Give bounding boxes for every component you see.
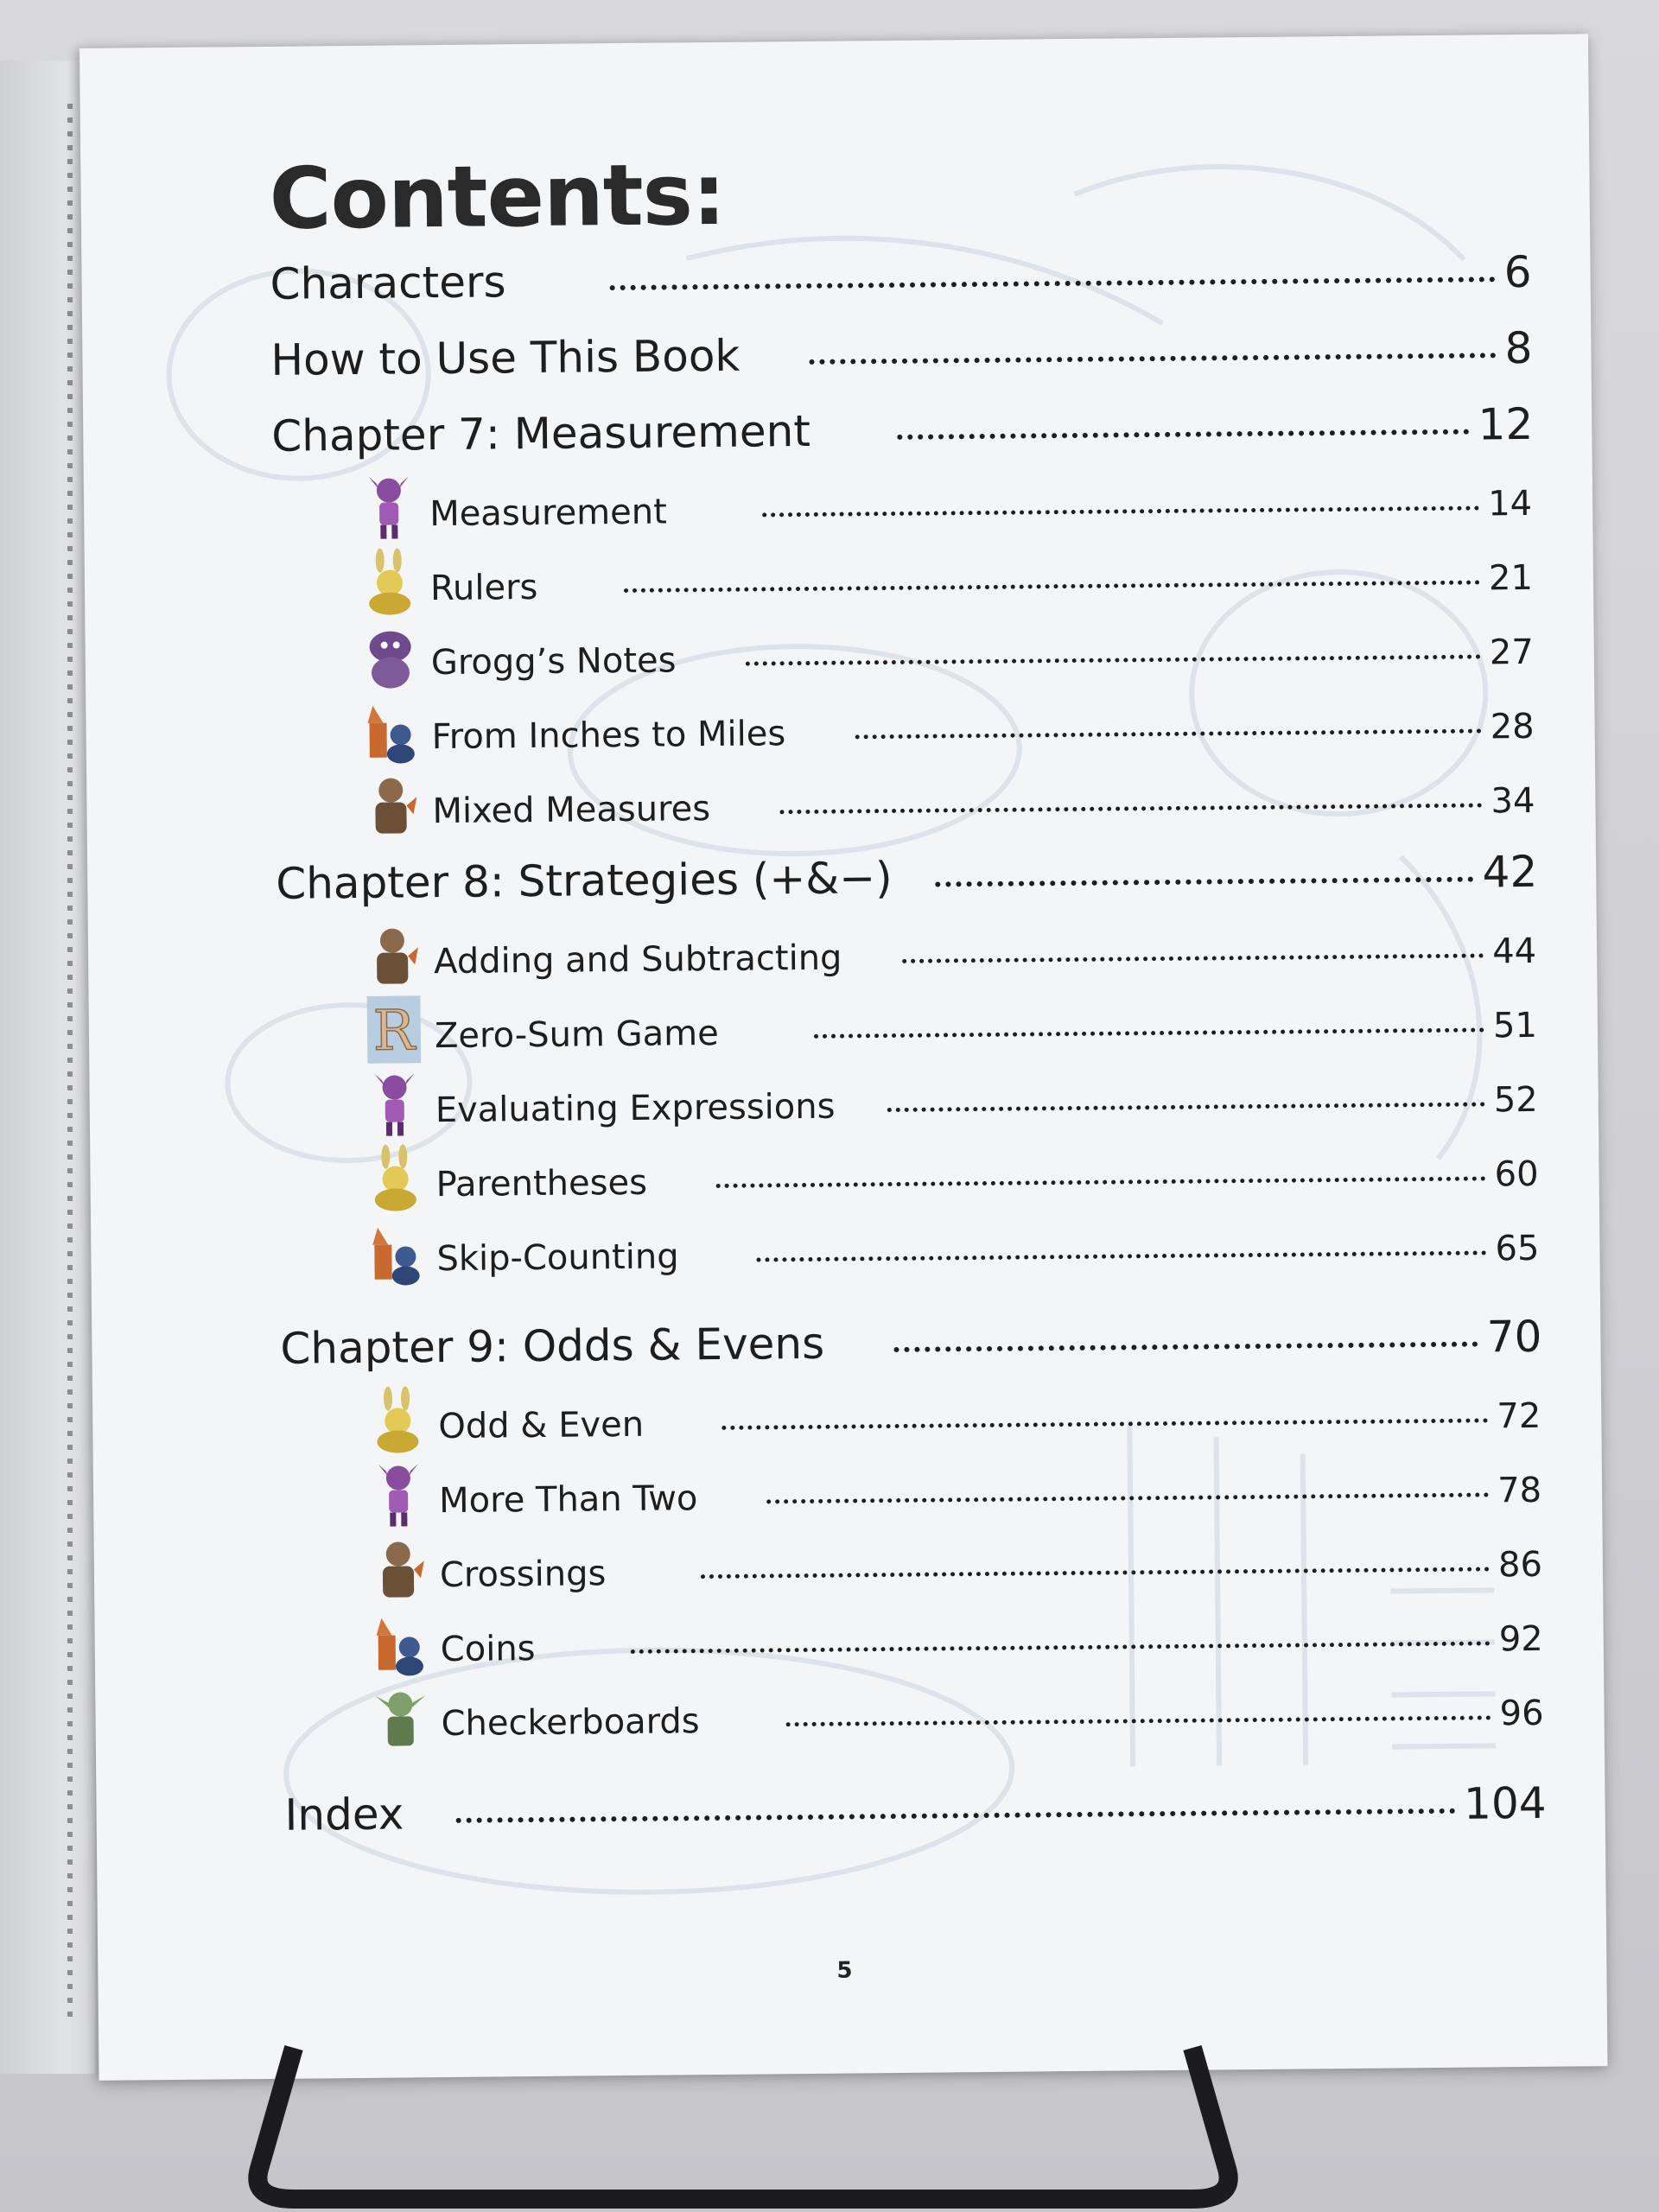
- toc-section-coins: [441, 1619, 1543, 1669]
- toc-section-label: Rulers: [429, 567, 538, 609]
- toc-section-label: Zero-Sum Game: [434, 1013, 719, 1057]
- toc-section-page: 78: [1497, 1470, 1542, 1511]
- purple-girl-character-icon: [372, 1460, 426, 1529]
- toc-section-mixed-measures: [432, 781, 1535, 831]
- yellow-bunny-character-icon: [363, 548, 417, 616]
- dot-leader: [624, 580, 1480, 593]
- toc-section-page: 28: [1490, 706, 1535, 747]
- dot-leader: [936, 877, 1474, 887]
- page-title: Contents:: [269, 145, 726, 249]
- toc-section-page: 44: [1491, 931, 1537, 972]
- toc-section-label: From Inches to Miles: [431, 714, 786, 758]
- binding-stitches: [67, 104, 73, 2022]
- dot-leader: [809, 353, 1496, 365]
- toc-section-page: 60: [1494, 1154, 1539, 1195]
- brown-character-icon: [365, 771, 419, 839]
- toc-entry-page: 8: [1504, 322, 1533, 374]
- toc-entry-page: 42: [1482, 846, 1538, 898]
- fox-and-blue-character-icon: [372, 1609, 427, 1677]
- toc-entry-label: Index: [284, 1789, 404, 1840]
- purple-girl-character-icon: [362, 473, 416, 541]
- brown-character-icon: [366, 921, 421, 989]
- fox-and-blue-character-icon: [369, 1218, 423, 1287]
- toc-entry-label: How to Use This Book: [270, 330, 741, 385]
- toc-section-label: Odd & Even: [438, 1404, 645, 1447]
- yellow-bunny-character-icon: [368, 1144, 423, 1212]
- toc-section-page: 65: [1495, 1228, 1540, 1269]
- toc-section-checkerboards: [441, 1694, 1543, 1744]
- toc-section-label: Grogg’s Notes: [430, 640, 677, 683]
- toc-section-label: Measurement: [429, 492, 668, 535]
- dot-leader: [902, 953, 1484, 963]
- toc-entry-label: Chapter 9: Odds & Evens: [280, 1318, 825, 1374]
- toc-section-label: Evaluating Expressions: [435, 1086, 836, 1131]
- toc-section-rulers: [430, 558, 1533, 608]
- toc-entry-chapter-8: [276, 847, 1537, 909]
- toc-section-page: 96: [1499, 1693, 1544, 1734]
- toc-entry-page: 104: [1463, 1777, 1547, 1829]
- toc-entry-label: Chapter 8: Strategies (+&−): [276, 853, 893, 909]
- dot-leader: [897, 429, 1470, 440]
- toc-section-page: 86: [1497, 1544, 1543, 1586]
- dot-leader: [721, 1418, 1488, 1430]
- toc-entry-index: [284, 1778, 1546, 1840]
- dot-leader: [887, 1102, 1484, 1112]
- dot-leader: [610, 276, 1496, 290]
- purple-monster-character-icon: [363, 622, 417, 690]
- toc-section-page: 34: [1491, 780, 1535, 822]
- toc-section-page: 51: [1492, 1005, 1538, 1046]
- dot-leader: [762, 505, 1479, 517]
- toc-section-label: Coins: [440, 1629, 536, 1670]
- toc-entry-characters: [270, 247, 1531, 309]
- toc-entry-how-to-use: [270, 323, 1532, 385]
- toc-entry-chapter-7: [271, 399, 1533, 461]
- green-goblin-character-icon: [373, 1683, 428, 1751]
- dot-leader: [779, 803, 1482, 814]
- toc-section-odd-even: [438, 1396, 1541, 1446]
- toc-entry-label: Characters: [270, 257, 506, 309]
- svg-text:R: R: [372, 999, 416, 1064]
- toc-section-label: Crossings: [439, 1554, 607, 1596]
- toc-section-zero-sum-game: [435, 1006, 1537, 1056]
- toc-section-label: Mixed Measures: [432, 789, 711, 832]
- dot-leader: [893, 1342, 1478, 1352]
- brown-character-icon: [372, 1535, 427, 1603]
- dot-leader: [786, 1715, 1491, 1726]
- toc-section-groggs-notes: [431, 632, 1534, 683]
- toc-section-page: 27: [1489, 632, 1535, 673]
- letter-r-icon: [367, 995, 422, 1064]
- toc-section-page: 92: [1498, 1618, 1543, 1660]
- toc-section-page: 52: [1493, 1079, 1538, 1121]
- toc-entry-page: 6: [1503, 246, 1532, 298]
- toc-section-label: Parentheses: [435, 1162, 648, 1205]
- dot-leader: [631, 1641, 1491, 1654]
- fox-and-blue-character-icon: [364, 696, 418, 765]
- purple-girl-character-icon: [367, 1070, 422, 1138]
- contents-page: [79, 34, 1607, 2081]
- dot-leader: [766, 1492, 1489, 1503]
- toc-section-crossings: [440, 1545, 1542, 1595]
- page-number: 5: [836, 1957, 853, 1984]
- dot-leader: [814, 1027, 1484, 1038]
- toc-section-label: More Than Two: [438, 1478, 698, 1522]
- toc-entry-label: Chapter 7: Measurement: [271, 405, 811, 461]
- toc-section-skip-counting: [436, 1229, 1539, 1279]
- toc-entry-page: 70: [1486, 1311, 1542, 1363]
- toc-section-measurement: [429, 484, 1532, 534]
- left-page-edge: [0, 60, 95, 2074]
- toc-section-label: Checkerboards: [441, 1701, 700, 1745]
- toc-section-page: 72: [1497, 1395, 1541, 1437]
- dot-leader: [757, 1250, 1487, 1262]
- dot-leader: [701, 1567, 1490, 1579]
- toc-entry-page: 12: [1478, 398, 1534, 450]
- book-stand: [242, 2031, 1244, 2212]
- dot-leader: [716, 1176, 1486, 1188]
- toc-section-parentheses: [435, 1154, 1538, 1205]
- toc-section-label: Skip-Counting: [436, 1236, 679, 1280]
- dot-leader: [855, 728, 1482, 739]
- yellow-bunny-character-icon: [371, 1386, 425, 1454]
- toc-section-label: Adding and Subtracting: [433, 938, 842, 982]
- toc-entry-chapter-9: [280, 1312, 1541, 1374]
- dot-leader: [455, 1808, 1455, 1823]
- toc-section-evaluating-expressions: [435, 1080, 1538, 1130]
- toc-section-adding-subtracting: [434, 931, 1536, 982]
- toc-section-inches-to-miles: [431, 707, 1534, 757]
- toc-section-page: 14: [1488, 483, 1533, 524]
- toc-section-page: 21: [1488, 557, 1534, 599]
- dot-leader: [745, 654, 1480, 665]
- toc-section-more-than-two: [439, 1471, 1541, 1521]
